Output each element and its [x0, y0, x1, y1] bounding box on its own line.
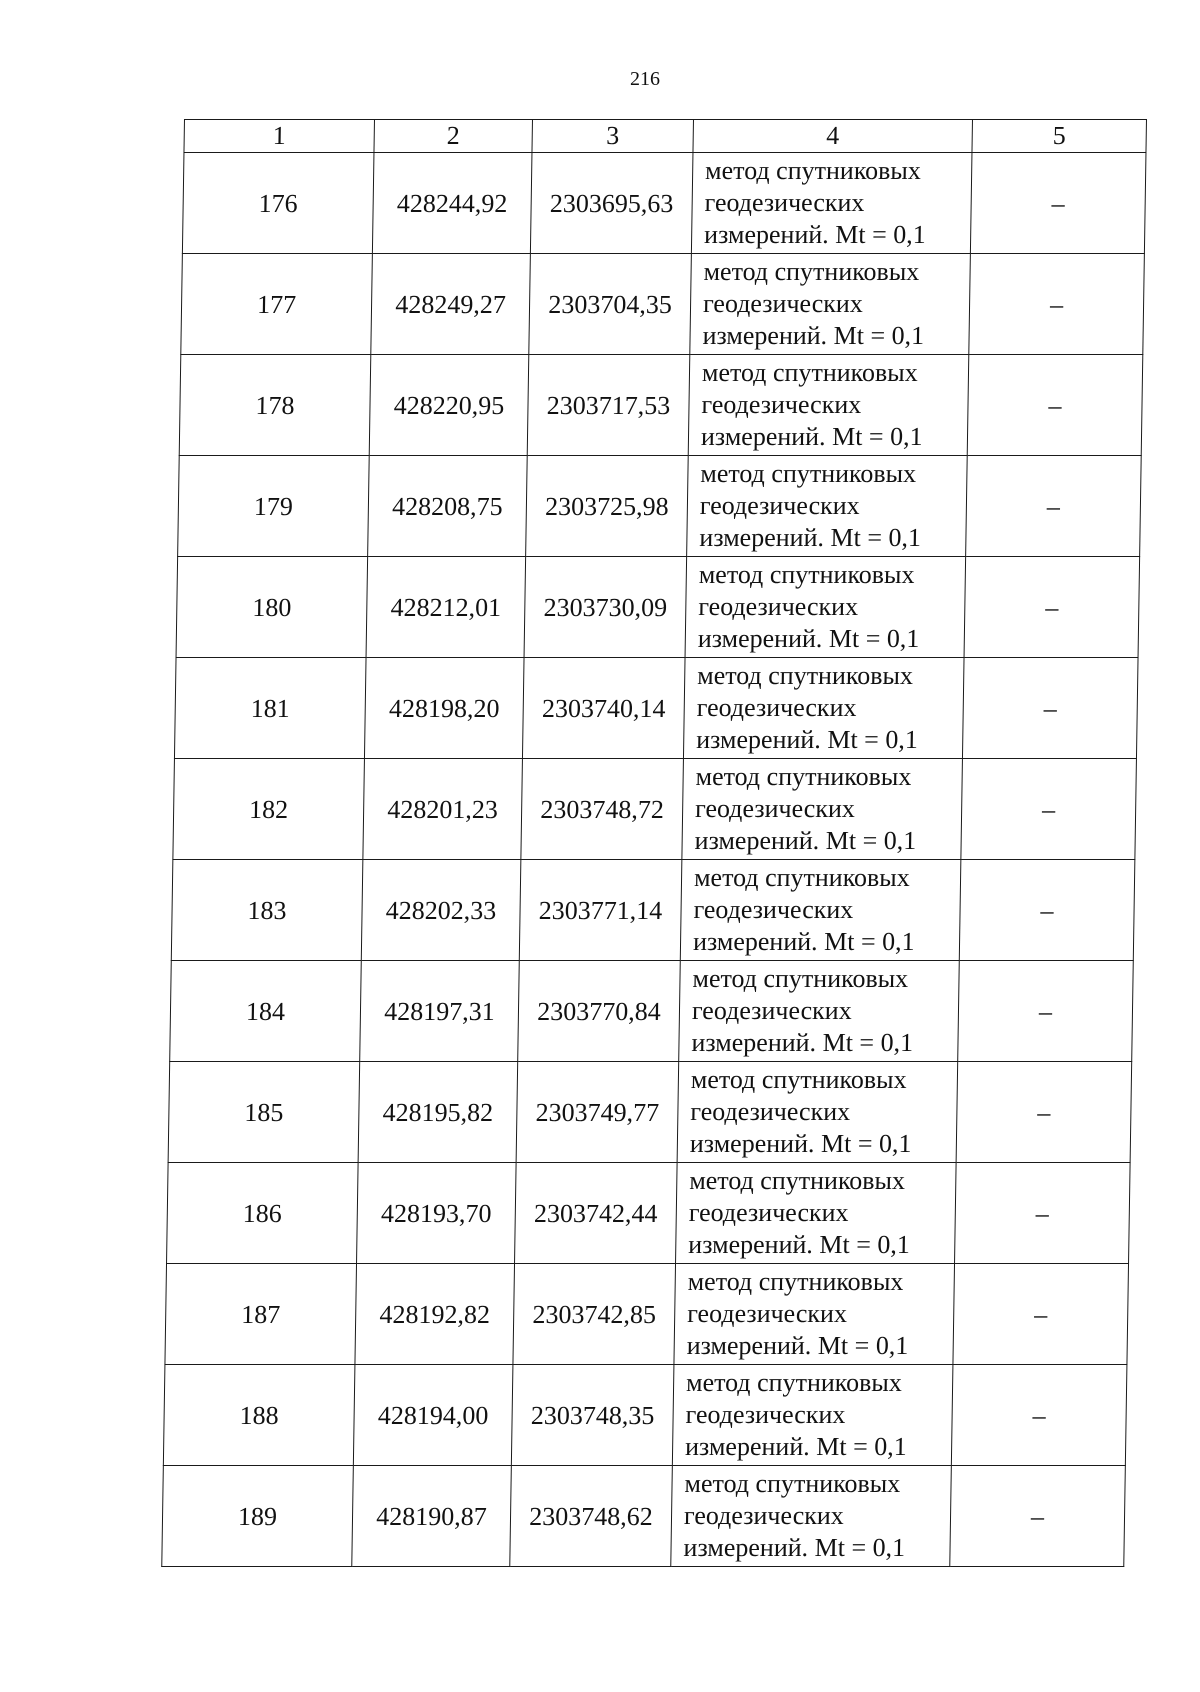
column-header-4: 4: [693, 120, 973, 153]
note-cell: –: [950, 1466, 1126, 1567]
y-coordinate-cell: 2303748,35: [511, 1365, 674, 1466]
x-coordinate-cell: 428198,20: [364, 658, 524, 759]
y-coordinate-cell: 2303771,14: [519, 860, 682, 961]
y-coordinate-cell: 2303730,09: [524, 557, 687, 658]
point-number-cell: 179: [178, 456, 370, 557]
method-line: метод спутниковых: [700, 459, 917, 488]
method-line: геодезических: [693, 895, 854, 924]
method-line: метод спутниковых: [692, 964, 909, 993]
method-line: измерений. Mt = 0,1: [683, 1533, 906, 1562]
x-coordinate-cell: 428192,82: [355, 1264, 515, 1365]
coordinates-table: [161, 119, 1147, 1567]
table-header-row: [184, 120, 1147, 153]
point-number-cell: 185: [168, 1062, 360, 1163]
method-line: измерений. Mt = 0,1: [700, 422, 923, 451]
point-number-cell: 184: [170, 961, 362, 1062]
method-line: метод спутниковых: [698, 560, 915, 589]
method-line: измерений. Mt = 0,1: [689, 1129, 912, 1158]
method-line: измерений. Mt = 0,1: [691, 1028, 914, 1057]
method-line: измерений. Mt = 0,1: [702, 321, 925, 350]
method-line: метод спутниковых: [690, 1065, 907, 1094]
column-header-1: 1: [184, 120, 375, 153]
point-number-cell: 189: [162, 1466, 354, 1567]
note-cell: –: [969, 254, 1145, 355]
y-coordinate-cell: 2303695,63: [530, 153, 693, 254]
method-line: измерений. Mt = 0,1: [686, 1331, 909, 1360]
note-cell: –: [956, 1062, 1132, 1163]
column-header-3: 3: [532, 120, 694, 153]
table-row: [181, 254, 1145, 355]
method-line: метод спутниковых: [704, 156, 922, 185]
method-line: измерений. Mt = 0,1: [688, 1230, 911, 1259]
method-line: измерений. Mt = 0,1: [696, 725, 919, 754]
table-row: [163, 1365, 1127, 1466]
method-cell: [677, 1062, 958, 1163]
note-cell: –: [951, 1365, 1127, 1466]
page-number: 216: [630, 68, 660, 90]
method-line: измерений. Mt = 0,1: [703, 220, 927, 249]
method-line: геодезических: [691, 996, 852, 1025]
x-coordinate-cell: 428212,01: [366, 557, 526, 658]
method-line: измерений. Mt = 0,1: [694, 826, 917, 855]
table-row: [182, 153, 1146, 254]
method-line: геодезических: [688, 1198, 849, 1227]
y-coordinate-cell: 2303742,85: [513, 1264, 676, 1365]
method-line: метод спутниковых: [695, 762, 912, 791]
point-number-cell: 177: [181, 254, 373, 355]
method-line: измерений. Mt = 0,1: [699, 523, 922, 552]
table-row: [176, 557, 1140, 658]
column-header-2: 2: [374, 120, 533, 153]
table-row: [162, 1466, 1126, 1567]
method-cell: [676, 1163, 957, 1264]
method-line: метод спутниковых: [689, 1166, 906, 1195]
x-coordinate-cell: 428195,82: [358, 1062, 518, 1163]
method-cell: [685, 557, 966, 658]
y-coordinate-cell: 2303770,84: [518, 961, 681, 1062]
note-cell: –: [966, 456, 1142, 557]
method-cell: [672, 1365, 953, 1466]
table-row: [171, 860, 1135, 961]
method-line: геодезических: [696, 693, 857, 722]
note-cell: –: [961, 759, 1137, 860]
y-coordinate-cell: 2303742,44: [515, 1163, 678, 1264]
table-row: [179, 355, 1143, 456]
method-line: геодезических: [699, 491, 860, 520]
x-coordinate-cell: 428202,33: [361, 860, 521, 961]
method-cell: [679, 961, 960, 1062]
method-line: метод спутниковых: [703, 257, 920, 286]
x-coordinate-cell: 428190,87: [352, 1466, 512, 1567]
note-cell: –: [959, 860, 1135, 961]
method-line: геодезических: [687, 1299, 848, 1328]
method-line: метод спутниковых: [697, 661, 914, 690]
method-line: геодезических: [704, 188, 865, 217]
method-line: геодезических: [690, 1097, 851, 1126]
note-cell: –: [964, 557, 1140, 658]
point-number-cell: 176: [182, 153, 374, 254]
method-line: метод спутниковых: [701, 358, 918, 387]
table-row: [165, 1264, 1129, 1365]
method-line: метод спутниковых: [685, 1368, 903, 1397]
method-cell: [674, 1264, 955, 1365]
table-row: [168, 1062, 1132, 1163]
method-line: геодезических: [683, 1501, 845, 1530]
column-header-5: 5: [972, 120, 1147, 153]
note-cell: –: [970, 153, 1146, 254]
y-coordinate-cell: 2303717,53: [527, 355, 690, 456]
table-row: [174, 658, 1138, 759]
method-cell: [690, 254, 971, 355]
x-coordinate-cell: 428220,95: [369, 355, 529, 456]
method-line: измерений. Mt = 0,1: [684, 1432, 907, 1461]
y-coordinate-cell: 2303749,77: [516, 1062, 679, 1163]
x-coordinate-cell: 428197,31: [360, 961, 520, 1062]
method-line: геодезических: [698, 592, 859, 621]
y-coordinate-cell: 2303748,72: [521, 759, 684, 860]
table-row: [170, 961, 1134, 1062]
method-line: геодезических: [685, 1400, 846, 1429]
method-cell: [688, 355, 969, 456]
method-cell: [683, 658, 964, 759]
note-cell: –: [953, 1264, 1129, 1365]
table-body: [162, 153, 1146, 1567]
point-number-cell: 180: [176, 557, 368, 658]
point-number-cell: 187: [165, 1264, 357, 1365]
note-cell: –: [967, 355, 1143, 456]
y-coordinate-cell: 2303740,14: [522, 658, 685, 759]
method-cell: [691, 153, 972, 254]
x-coordinate-cell: 428249,27: [371, 254, 531, 355]
method-cell: [682, 759, 963, 860]
table-row: [173, 759, 1137, 860]
y-coordinate-cell: 2303748,62: [510, 1466, 673, 1567]
method-line: геодезических: [702, 289, 864, 318]
x-coordinate-cell: 428201,23: [363, 759, 523, 860]
x-coordinate-cell: 428244,92: [372, 153, 532, 254]
method-line: геодезических: [694, 794, 856, 823]
y-coordinate-cell: 2303725,98: [526, 456, 689, 557]
y-coordinate-cell: 2303704,35: [529, 254, 692, 355]
point-number-cell: 178: [179, 355, 371, 456]
point-number-cell: 182: [173, 759, 365, 860]
note-cell: –: [962, 658, 1138, 759]
x-coordinate-cell: 428208,75: [368, 456, 528, 557]
method-line: измерений. Mt = 0,1: [692, 927, 915, 956]
x-coordinate-cell: 428193,70: [357, 1163, 517, 1264]
point-number-cell: 181: [174, 658, 366, 759]
method-cell: [671, 1466, 952, 1567]
note-cell: –: [955, 1163, 1131, 1264]
method-line: метод спутниковых: [687, 1267, 904, 1296]
point-number-cell: 188: [163, 1365, 355, 1466]
x-coordinate-cell: 428194,00: [353, 1365, 513, 1466]
table-row: [178, 456, 1142, 557]
method-line: геодезических: [701, 390, 862, 419]
method-cell: [687, 456, 968, 557]
method-line: метод спутниковых: [684, 1469, 901, 1498]
method-line: измерений. Mt = 0,1: [697, 624, 920, 653]
method-cell: [680, 860, 961, 961]
table-row: [167, 1163, 1131, 1264]
note-cell: –: [958, 961, 1134, 1062]
point-number-cell: 183: [171, 860, 363, 961]
method-line: метод спутниковых: [693, 863, 911, 892]
point-number-cell: 186: [167, 1163, 359, 1264]
